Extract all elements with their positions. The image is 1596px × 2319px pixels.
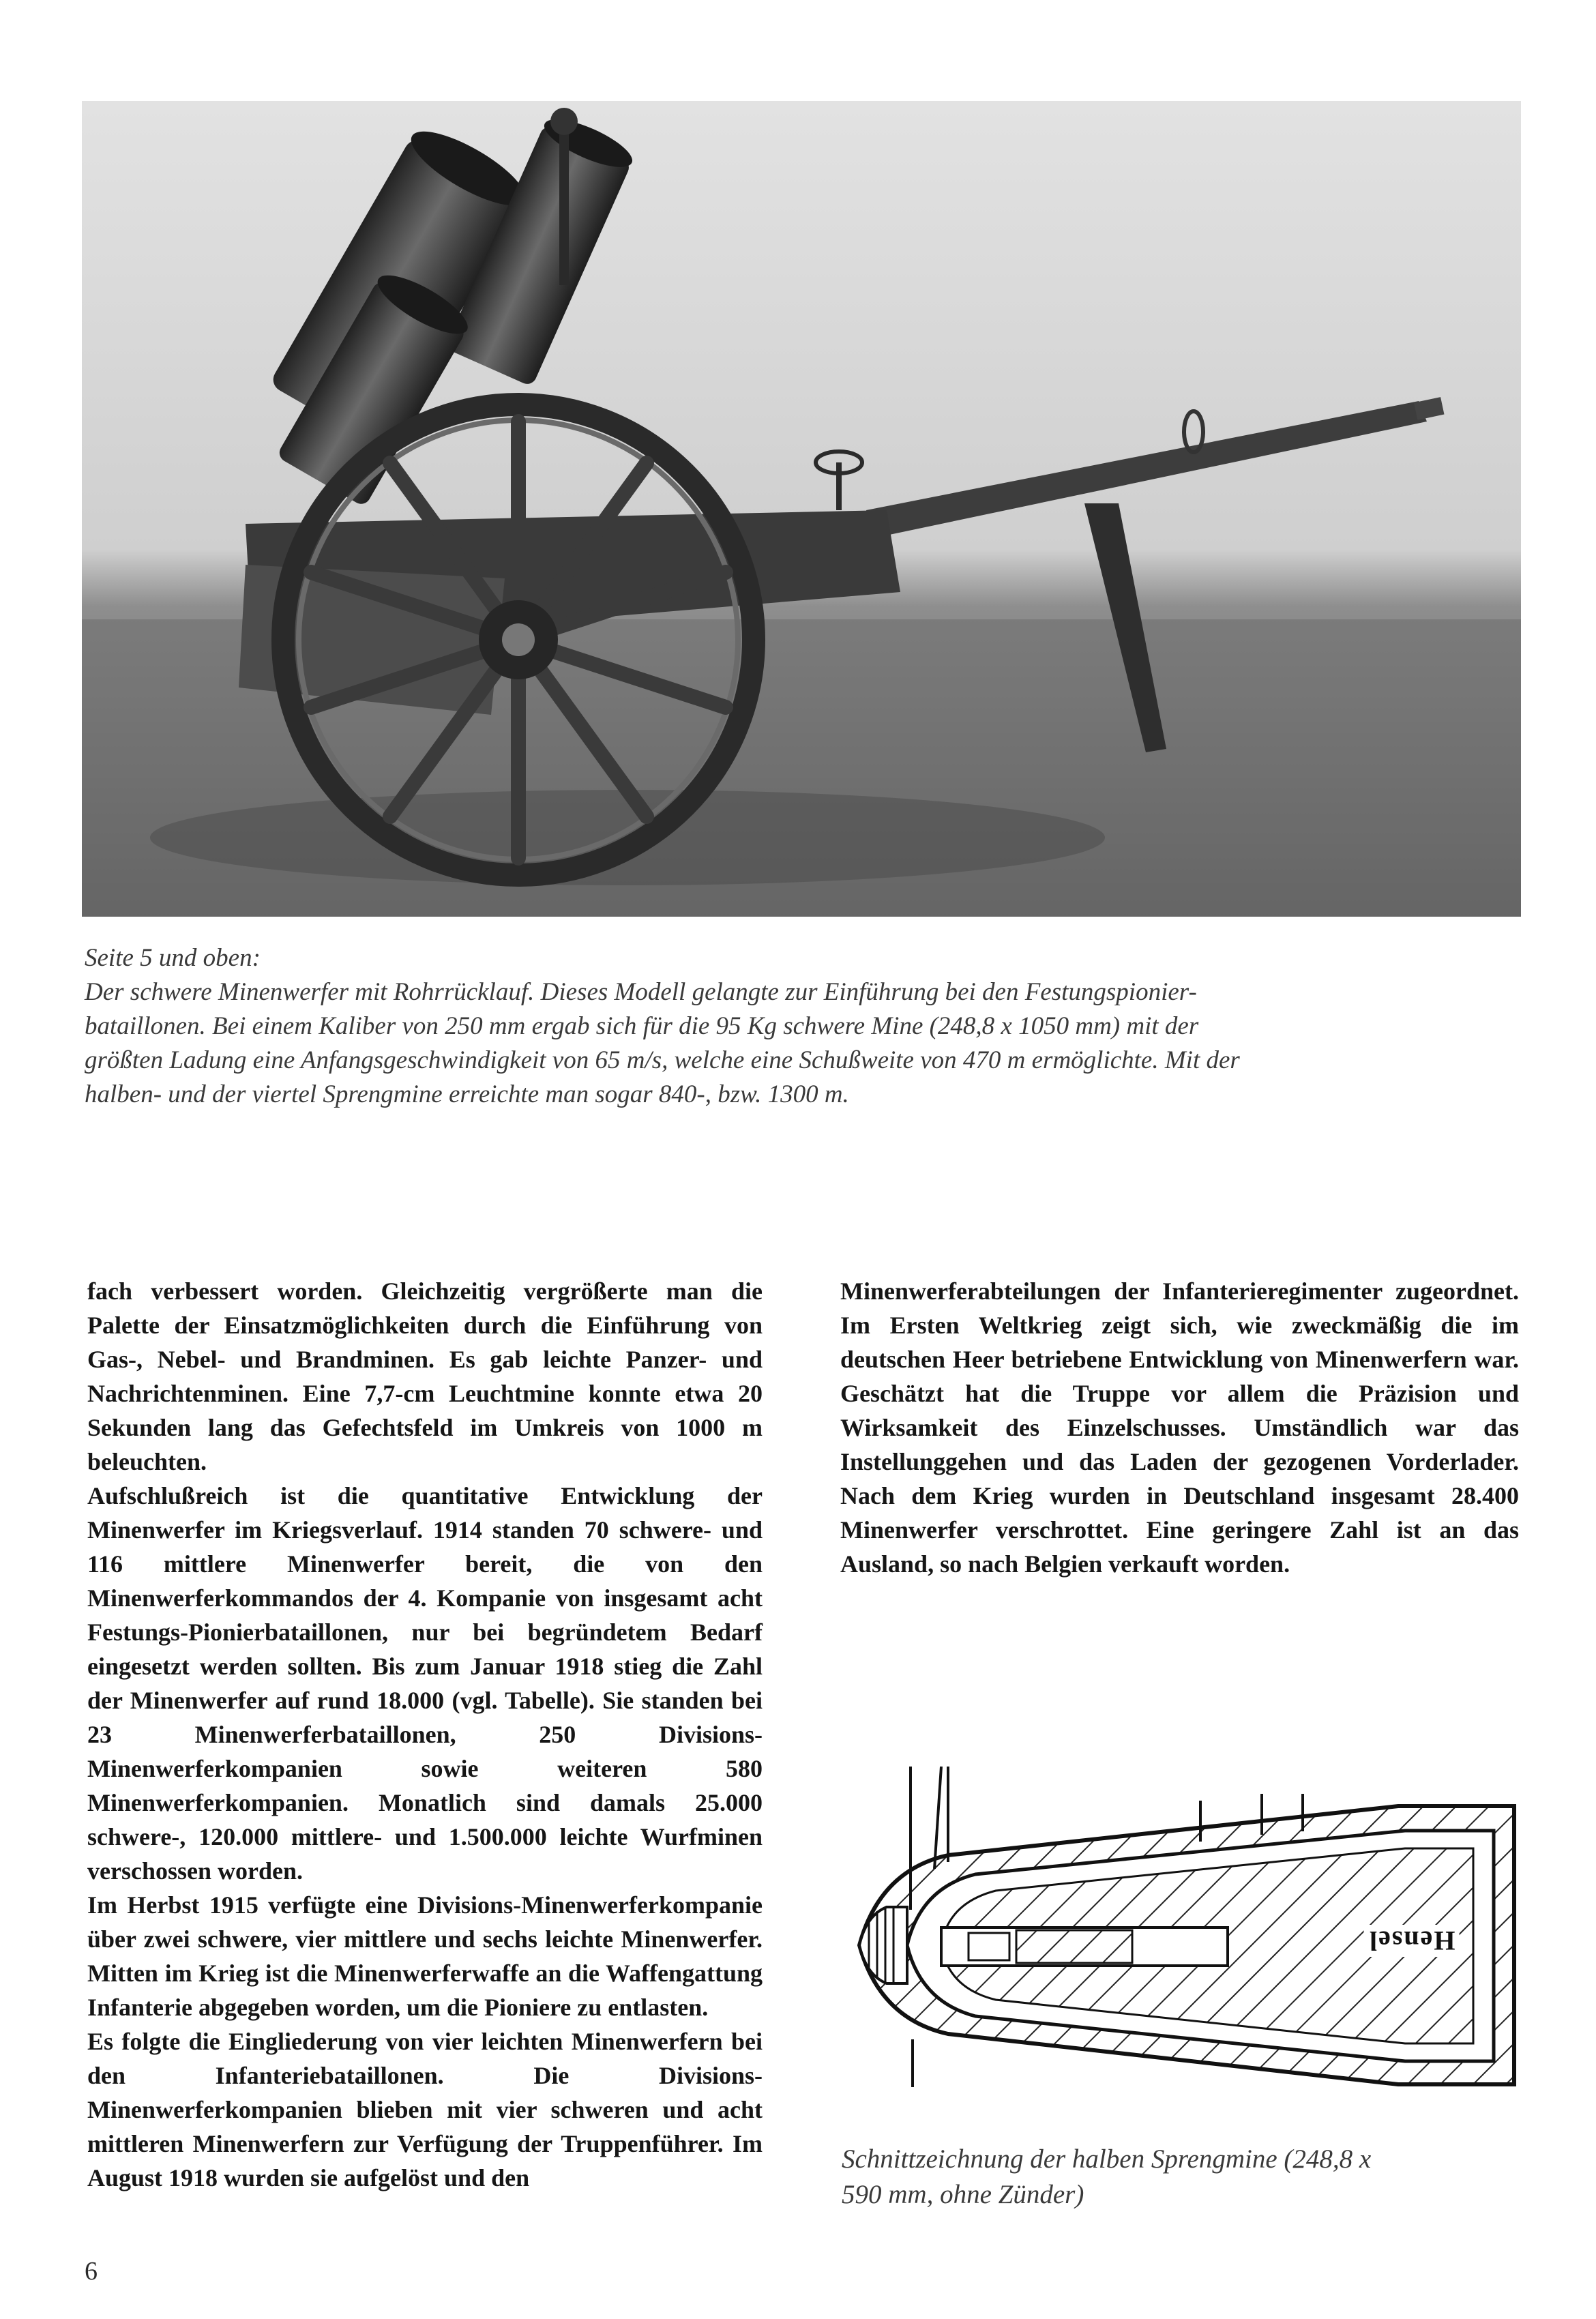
diagram-caption [842, 2142, 1524, 2213]
photo-caption-line: halben- und der viertel Sprengmine erreichte man sogar 840-, bzw. 1300 m. [85, 1080, 849, 1108]
diagram-caption-line: Schnittzeichnung der halben Sprengmine (248,8 x [842, 2144, 1372, 2174]
body-paragraph: Minenwerferabteilungen der Infanterieregimenter zugeordnet. Im Ersten Weltkrieg zeigt sich, wie zweckmäßig die im deutschen Heer betriebene Entwicklung von Minenwerfern war. Geschätzt hat die Truppe vor allem die Präzision und Wirksamkeit des Einzelschusses. Umständlich war das Instellunggehen und das Laden der gezogenen Vorderlader. Nach dem Krieg wurden in Deutschland insgesamt 28.400 Minenwerfer verschrottet. Eine geringere Zahl ist an das Ausland, so nach Belgien verkauft worden. [840, 1277, 1519, 1578]
mortar-photo-image [82, 101, 1521, 917]
diagram-caption-line: 590 mm, ohne Zünder) [842, 2180, 1084, 2209]
diagram-stamp-label: Hensel [1364, 1925, 1460, 1957]
photo-caption-line: Der schwere Minenwerfer mit Rohrrücklauf. Dieses Modell gelangte zur Einführung bei den Festungspionier- [85, 978, 1197, 1006]
photo-caption [85, 941, 1503, 1112]
photo-caption-lead: Seite 5 und oben: [85, 944, 261, 972]
body-paragraph: fach verbessert worden. Gleichzeitig vergrößerte man die Palette der Einsatzmöglichkeiten durch die Einführung von Gas-, Nebel- und Brandminen. Es gab leichte Panzer- und Nachrichtenminen. Eine 7,7-cm Leuchtmine konnte etwa 20 Sekunden lang das Gefechtsfeld im Umkreis von 1000 m beleuchten. [87, 1277, 763, 1475]
photo-caption-line: größten Ladung eine Anfangsgeschwindigkeit von 65 m/s, welche eine Schußweite von 470 m ermöglichte. Mit der [85, 1046, 1240, 1074]
body-paragraph: Aufschlußreich ist die quantitative Entwicklung der Minenwerfer im Kriegsverlauf. 1914 standen 70 schwere- und 116 mittlere Minenwerfer bereit, die von den Minenwerferkommandos der 4. Kompanie von insgesamt acht Festungs-Pionierbataillonen, nur bei begründetem Bedarf eingesetzt werden sollten. Bis zum Januar 1918 stieg die Zahl der Minenwerfer auf rund 18.000 (vgl. Tabelle). Sie standen bei 23 Minenwerferbataillonen, 250 Divisions-Minenwerferkompanien sowie weiteren 580 Minenwerferkompanien. Monatlich sind damals 25.000 schwere-, 120.000 mittlere- und 1.500.000 leichte Wurfminen verschossen worden. [87, 1482, 763, 1885]
left-column [87, 1274, 763, 2195]
photo-caption-line: bataillonen. Bei einem Kaliber von 250 mm ergab sich für die 95 Kg schwere Mine (248,8 x 1050 mm) mit der [85, 1012, 1199, 1040]
page-number: 6 [85, 2257, 98, 2286]
body-paragraph: Im Herbst 1915 verfügte eine Divisions-Minenwerferkompanie über zwei schwere, vier mittlere und sechs leichte Minenwerfer. Mitten im Krieg ist die Minenwerferwaffe an die Waffengattung Infanterie abgegeben worden, um die Pioniere zu entlasten. [87, 1891, 763, 2021]
right-column [840, 1274, 1519, 1581]
mine-cross-section-diagram [839, 1767, 1528, 2135]
body-paragraph: Es folgte die Eingliederung von vier leichten Minenwerfern bei den Infanteriebataillonen. Die Divisions-Minenwerferkompanien blieben mit vier schweren und acht mittleren Minenwerfern zur Verfügung der Truppenführer. Im August 1918 wurden sie aufgelöst und den [87, 2028, 763, 2191]
mortar-photo [82, 101, 1521, 917]
